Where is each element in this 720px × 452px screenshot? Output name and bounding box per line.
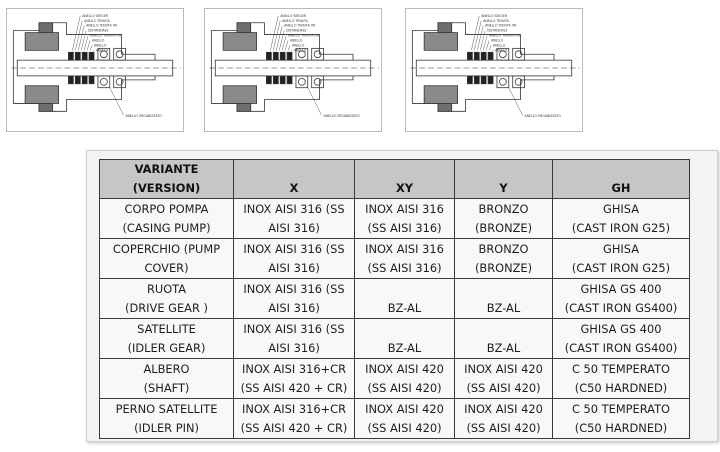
cell-text: INOX AISI 420 xyxy=(365,361,444,376)
cell-text: BZ-AL xyxy=(387,340,422,355)
drawing-label: ANELLO SEEGER xyxy=(280,13,306,18)
cell-text: BZ-AL xyxy=(486,340,521,355)
header-text: X xyxy=(289,180,299,195)
table-row xyxy=(100,199,690,239)
cell-text: CORPO POMPA xyxy=(124,201,209,216)
drawing-label: ANELLO TENUTA OR xyxy=(86,23,118,28)
cell-text: INOX AISI 316 xyxy=(365,201,444,216)
drawing-label: DISTANZIALE xyxy=(286,28,307,33)
table-cell xyxy=(355,199,455,239)
header-text: (VERSION) xyxy=(132,181,201,195)
cell-text: INOX AISI 316 xyxy=(365,241,444,256)
header-text: Y xyxy=(499,180,508,195)
cell-text: GHISA GS 400 xyxy=(580,281,662,296)
cell-text: BZ-AL xyxy=(486,300,521,315)
drawing-label: ANELLO SEEGER xyxy=(82,13,108,18)
material-table-sheet xyxy=(86,150,718,442)
table-cell xyxy=(100,359,234,399)
drawing-label: ANELLO TENUTA OR xyxy=(489,33,521,38)
header-gh xyxy=(553,160,690,199)
cell-text: BRONZO xyxy=(478,201,529,216)
cell-text: (SS AISI 420) xyxy=(367,380,442,395)
table-cell xyxy=(553,399,690,439)
cell-text: INOX AISI 316 (SS xyxy=(243,241,345,256)
cell-text: C 50 TEMPERATO xyxy=(571,361,671,376)
drawing-label: ANELLO xyxy=(290,38,303,43)
drawing-label: ANELLO ORGANIZZATO xyxy=(125,114,162,119)
drawing-label: ANELLO TENUTA OR xyxy=(288,33,320,38)
cross-section-svg xyxy=(205,9,381,131)
table-cell xyxy=(355,319,455,359)
cell-text: (IDLER GEAR) xyxy=(127,340,206,355)
drawing-label: DISTANZIALE xyxy=(88,28,109,33)
cell-text: INOX AISI 316 (SS xyxy=(243,321,345,336)
table-cell xyxy=(100,279,234,319)
cell-text: INOX AISI 420 xyxy=(464,361,543,376)
cell-text: BZ-AL xyxy=(387,300,422,315)
table-cell xyxy=(553,199,690,239)
cell-text: (DRIVE GEAR ) xyxy=(125,300,208,315)
cell-text: SATELLITE xyxy=(137,321,196,336)
cell-text: (SHAFT) xyxy=(143,380,190,395)
cell-text: (CASING PUMP) xyxy=(122,220,211,235)
header-y xyxy=(455,160,553,199)
drawing-label: ANELLO TENUTA xyxy=(84,18,110,23)
table-header-row xyxy=(100,160,690,199)
header-text: XY xyxy=(395,180,414,195)
drawing-label: ANELLO ORGANIZZATO xyxy=(323,114,360,119)
table-cell xyxy=(355,359,455,399)
table-cell xyxy=(455,239,553,279)
cell-text: INOX AISI 316+CR xyxy=(241,361,347,376)
table-cell xyxy=(455,359,553,399)
table-row xyxy=(100,239,690,279)
cell-text: RUOTA xyxy=(146,281,187,296)
header-x xyxy=(234,160,355,199)
cell-text: (SS AISI 420 + CR) xyxy=(240,420,348,435)
drawing-label: ANELLO xyxy=(491,38,504,43)
pump-section-drawing-3 xyxy=(405,8,583,132)
table-cell xyxy=(553,239,690,279)
table-cell xyxy=(100,399,234,439)
cell-text: (IDLER PIN) xyxy=(134,420,199,435)
pump-section-drawing-2 xyxy=(204,8,382,132)
cell-text: GHISA GS 400 xyxy=(580,321,662,336)
table-cell xyxy=(100,239,234,279)
drawing-label: ANELLO TENUTA xyxy=(483,18,509,23)
cross-section-svg xyxy=(7,9,183,131)
table-cell xyxy=(355,239,455,279)
drawing-label: ANELLO TENUTA OR xyxy=(90,33,122,38)
cell-text: (C50 HARDNED) xyxy=(574,380,668,395)
cell-text: (CAST IRON GS400) xyxy=(564,300,678,315)
cell-text: (SS AISI 420 + CR) xyxy=(240,380,348,395)
table-cell xyxy=(455,399,553,439)
drawing-label: ANELLO TENUTA OR xyxy=(284,23,316,28)
drawing-label: ANELLO SEEGER xyxy=(481,13,507,18)
cell-text: (CAST IRON GS400) xyxy=(564,340,678,355)
cell-text xyxy=(357,320,452,339)
cross-section-svg xyxy=(406,9,582,131)
table-cell xyxy=(100,319,234,359)
header-variant xyxy=(100,160,234,199)
cell-text: (BRONZE) xyxy=(474,220,533,235)
table-cell xyxy=(455,319,553,359)
cell-text: INOX AISI 316 (SS xyxy=(243,281,345,296)
cell-text: INOX AISI 316+CR xyxy=(241,401,347,416)
cell-text xyxy=(457,320,550,339)
cell-text: INOX AISI 420 xyxy=(365,401,444,416)
cell-text: (SS AISI 420) xyxy=(367,420,442,435)
table-cell xyxy=(553,359,690,399)
drawing-label: ANELLO xyxy=(494,48,508,53)
table-cell xyxy=(100,199,234,239)
cell-text: (CAST IRON G25) xyxy=(571,220,671,235)
pump-section-drawing-1 xyxy=(6,8,184,132)
table-cell xyxy=(455,279,553,319)
material-table xyxy=(99,159,690,439)
cell-text: COPERCHIO (PUMP xyxy=(112,241,221,256)
cell-text: C 50 TEMPERATO xyxy=(571,401,671,416)
drawing-label: ANELLO xyxy=(292,43,305,48)
drawing-label: ANELLO ORGANIZZATO xyxy=(524,114,561,119)
drawing-label: ANELLO xyxy=(493,43,506,48)
cell-text: GHISA xyxy=(603,241,639,256)
drawing-label: DISTANZIALE xyxy=(487,28,508,33)
drawing-label: ANELLO TENUTA OR xyxy=(485,23,517,28)
table-cell xyxy=(234,359,355,399)
cell-text xyxy=(457,280,550,299)
cell-text: ALBERO xyxy=(143,361,190,376)
cell-text: INOX AISI 316 (SS xyxy=(243,201,345,216)
table-cell xyxy=(553,319,690,359)
drawing-label: ANELLO xyxy=(95,48,109,53)
table-cell xyxy=(355,399,455,439)
cell-text: INOX AISI 420 xyxy=(464,401,543,416)
header-xy xyxy=(355,160,455,199)
cell-text: AISI 316) xyxy=(268,300,320,315)
drawing-label: ANELLO TENUTA xyxy=(282,18,308,23)
cell-text: (CAST IRON G25) xyxy=(571,260,671,275)
header-text: VARIANTE xyxy=(134,162,199,176)
header-text: GH xyxy=(611,180,631,195)
table-row xyxy=(100,279,690,319)
cell-text: (SS AISI 420) xyxy=(466,420,541,435)
table-cell xyxy=(234,399,355,439)
table-row xyxy=(100,399,690,439)
table-cell xyxy=(234,319,355,359)
cell-text xyxy=(357,280,452,299)
cell-text: AISI 316) xyxy=(268,340,320,355)
cell-text: AISI 316) xyxy=(268,220,320,235)
table-cell xyxy=(234,239,355,279)
cell-text: (SS AISI 420) xyxy=(466,380,541,395)
cell-text: (C50 HARDNED) xyxy=(574,420,668,435)
table-row xyxy=(100,359,690,399)
table-cell xyxy=(234,279,355,319)
cell-text: PERNO SATELLITE xyxy=(115,401,218,416)
cell-text: GHISA xyxy=(603,201,639,216)
table-cell xyxy=(455,199,553,239)
table-cell xyxy=(355,279,455,319)
cell-text: BRONZO xyxy=(478,241,529,256)
drawing-label: ANELLO xyxy=(92,38,105,43)
drawing-label: ANELLO xyxy=(293,48,307,53)
cell-text: COVER) xyxy=(144,260,189,275)
drawing-label: ANELLO xyxy=(94,43,107,48)
table-cell xyxy=(553,279,690,319)
cell-text: (SS AISI 316) xyxy=(367,220,442,235)
cell-text: AISI 316) xyxy=(268,260,320,275)
table-cell xyxy=(234,199,355,239)
cell-text: (SS AISI 316) xyxy=(367,260,442,275)
cell-text: (BRONZE) xyxy=(474,260,533,275)
table-row xyxy=(100,319,690,359)
